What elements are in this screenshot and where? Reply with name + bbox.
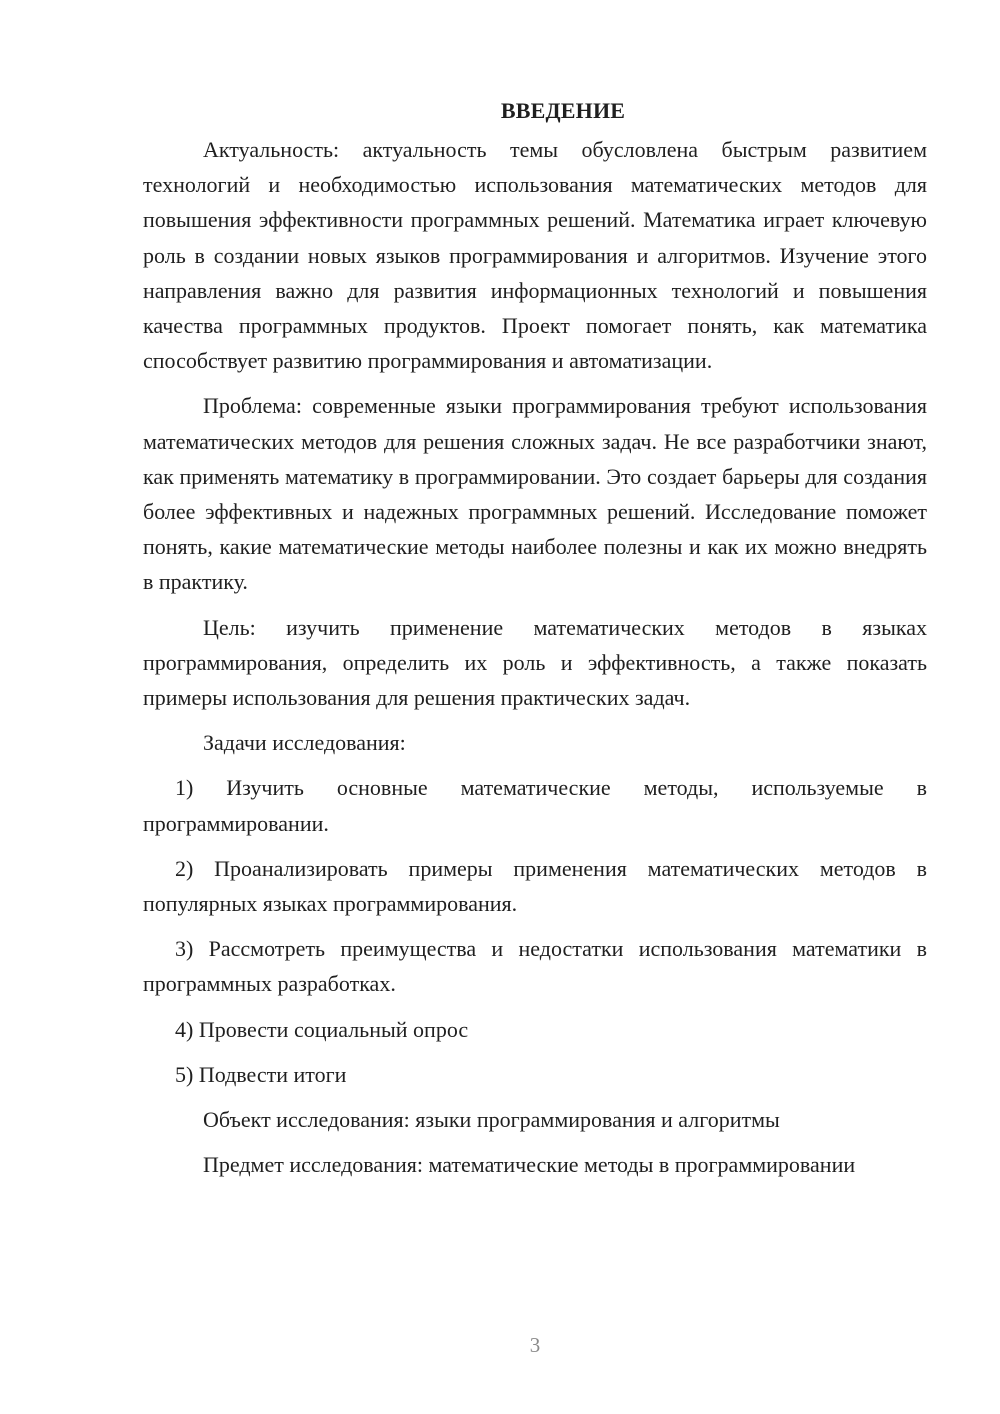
task-item: 3) Рассмотреть преимущества и недостатки использования математики в программных разработках. xyxy=(143,936,927,997)
page-content xyxy=(143,93,927,1182)
task-item: 5) Подвести итоги xyxy=(175,1061,347,1087)
goal-paragraph: Цель: изучить применение математических методов в языках программирования, определить их роль и эффективность, а также показать примеры использования для решения практических задач. xyxy=(143,614,927,711)
problem-paragraph: Проблема: современные языки программирования требуют использования математических методов для решения сложных задач. Не все разработчики знают, как применять математику в программировании. Это создает барьеры для создания более эффективных и надежных программных решений. Исследование поможет понять, какие математические методы наиболее полезны и как их можно внедрять в практику. xyxy=(143,393,927,595)
object-paragraph: Объект исследования: языки программирования и алгоритмы xyxy=(203,1107,780,1133)
section-heading: ВВЕДЕНИЕ xyxy=(500,98,626,123)
page-number: 3 xyxy=(529,1333,541,1357)
subject-paragraph: Предмет исследования: математические методы в программировании xyxy=(203,1152,856,1178)
task-item: 4) Провести социальный опрос xyxy=(175,1016,469,1042)
tasks-title: Задачи исследования: xyxy=(203,730,406,756)
task-item: 2) Проанализировать примеры применения математических методов в популярных языках программирования. xyxy=(143,855,927,917)
task-item: 1) Изучить основные математические методы, используемые в программировании. xyxy=(143,775,927,836)
relevance-paragraph: Актуальность: актуальность темы обусловлена быстрым развитием технологий и необходимостью использования математических методов для повышения эффективности программных решений. Математика играет ключевую роль в создании новых языков программирования и алгоритмов. Изучение этого направления важно для развития информационных технологий и повышения качества программных продуктов. Проект помогает понять, как математика способствует развитию программирования и автоматизации. xyxy=(143,137,927,374)
